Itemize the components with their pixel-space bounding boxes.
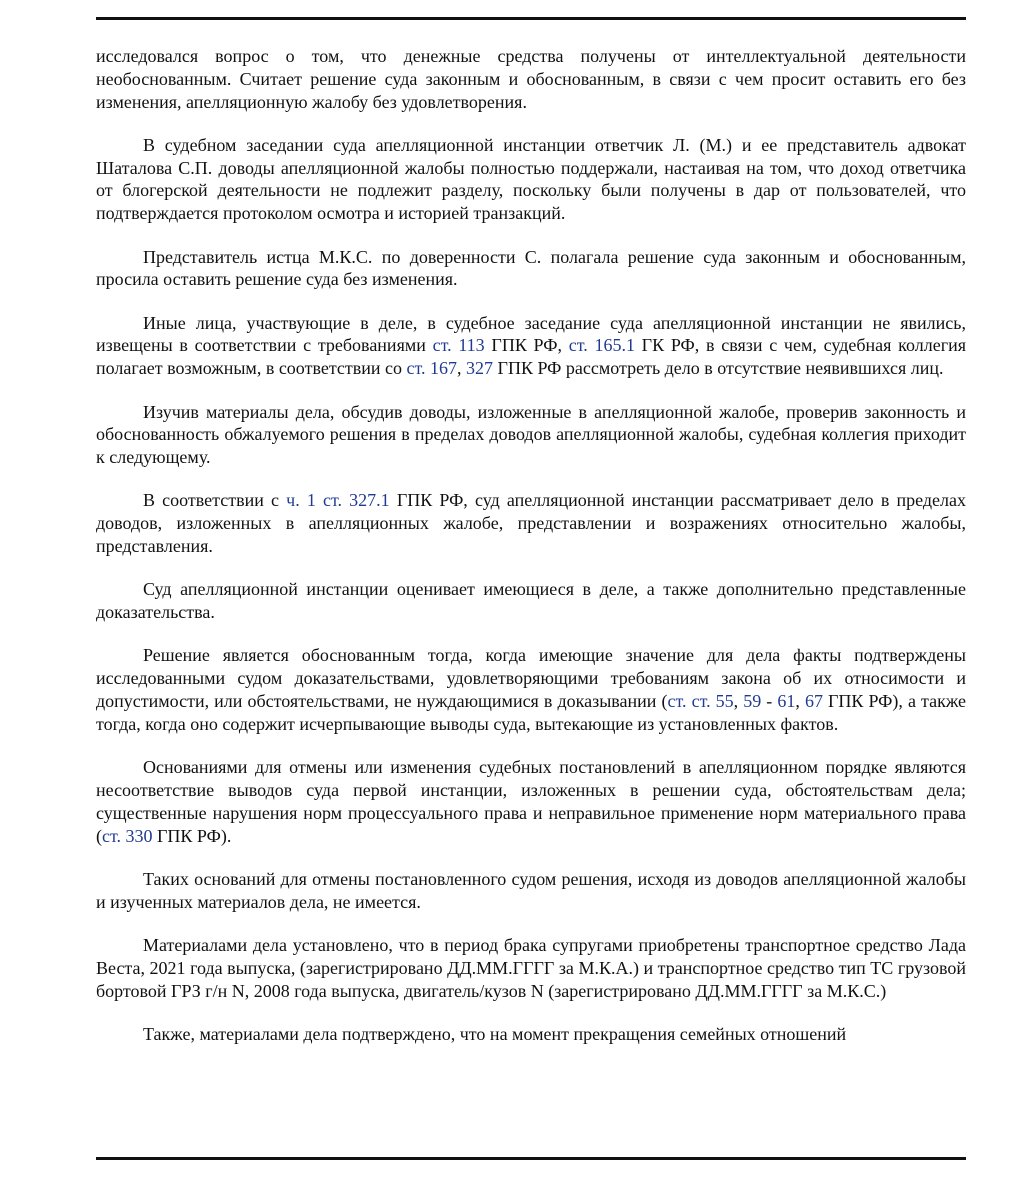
law-link-67[interactable]: 67: [804, 691, 823, 712]
top-rule: [96, 17, 966, 20]
text-run: ГПК РФ рассмотреть дело в отсутствие неявившихся лиц.: [493, 358, 944, 379]
text-run: ,: [795, 691, 805, 712]
law-link-st-55[interactable]: ст. ст. 55: [667, 691, 734, 712]
text-run: В соответствии с: [143, 490, 287, 511]
text-run: ГПК РФ, суд апелляционной инстанции рассматривает дело в пределах доводов, изложенных в апелляционных жалобе, представлении и возражениях относительно жалобы, представления.: [96, 490, 966, 557]
paragraph-9: [96, 756, 966, 847]
law-link-st-113[interactable]: ст. 113: [432, 335, 485, 356]
text-run: ,: [733, 691, 744, 712]
law-link-327[interactable]: 327: [466, 358, 494, 379]
text-run: Иные лица, участвующие в деле, в судебное заседание суда апелляционной инстанции не явились, извещены в соответствии с требованиями: [96, 312, 966, 356]
text-run: ГПК РФ,: [484, 335, 569, 356]
document-body: [96, 45, 966, 1066]
paragraph-10: Таких оснований для отмены постановленного судом решения, исходя из доводов апелляционной жалобы и изученных материалов дела, не имеется.: [96, 868, 966, 912]
text-run: Решение является обоснованным тогда, когда имеющие значение для дела факты подтверждены исследованными судом доказательствами, удовлетворяющими требованиям закона об их относимости и допустимости, или обстоятельствами, не нуждающимися в доказывании (: [96, 645, 966, 712]
text-run: Основаниями для отмены или изменения судебных постановлений в апелляционном порядке являются несоответствие выводов суда первой инстанции, изложенных в решении суда, обстоятельствам дела; существенные нарушения норм процессуального права и неправильное применение норм материального права (: [96, 757, 966, 846]
text-run: ГК РФ, в связи с чем, судебная коллегия полагает возможным, в соответствии со: [96, 335, 966, 379]
law-link-61[interactable]: 61: [777, 691, 796, 712]
paragraph-7: Суд апелляционной инстанции оценивает имеющиеся в деле, а также дополнительно представленные доказательства.: [96, 579, 966, 623]
paragraph-6: [96, 489, 966, 557]
law-link-st-330[interactable]: ст. 330: [102, 825, 153, 846]
paragraph-11: Материалами дела установлено, что в период брака супругами приобретены транспортное средство Лада Веста, 2021 года выпуска, (зарегистрировано ДД.ММ.ГГГГ за М.К.А.) и транспортное средство тип ТС грузовой бортовой ГРЗ г/н N, 2008 года выпуска, двигатель/кузов N (зарегистрировано ДД.ММ.ГГГГ за М.К.С.): [96, 934, 966, 1001]
law-link-st-327-1[interactable]: ст. 327.1: [323, 490, 390, 511]
text-run: [316, 490, 323, 510]
document-page: [96, 0, 966, 1200]
paragraph-5: Изучив материалы дела, обсудив доводы, изложенные в апелляционной жалобе, проверив законность и обоснованность обжалуемого решения в пределах доводов апелляционной жалобы, судебная коллегия приходит к следующему.: [96, 401, 966, 468]
paragraph-1: исследовался вопрос о том, что денежные средства получены от интеллектуальной деятельности необоснованным. Считает решение суда законным и обоснованным, в связи с чем просит оставить его без изменения, апелляционную жалобу без удовлетворения.: [96, 46, 966, 112]
paragraph-3: Представитель истца М.К.С. по доверенности С. полагала решение суда законным и обоснованным, просила оставить решение суда без изменения.: [96, 246, 966, 290]
paragraph-4: [96, 312, 966, 380]
text-run: -: [761, 691, 778, 712]
text-run: ГПК РФ).: [152, 825, 232, 846]
text-run: ,: [457, 358, 467, 379]
paragraph-8: [96, 644, 966, 735]
paragraph-12: Также, материалами дела подтверждено, что на момент прекращения семейных отношений: [143, 1023, 847, 1044]
law-link-st-167[interactable]: ст. 167: [406, 358, 458, 379]
law-link-ch-1[interactable]: ч. 1: [286, 490, 316, 511]
law-link-59[interactable]: 59: [743, 691, 762, 712]
bottom-rule: [96, 1157, 966, 1160]
paragraph-2: В судебном заседании суда апелляционной инстанции ответчик Л. (М.) и ее представитель адвокат Шаталова С.П. доводы апелляционной жалобы полностью поддержали, настаивая на том, что доход ответчика от блогерской деятельности не подлежит разделу, поскольку были получены в дар от пользователей, что подтверждается протоколом осмотра и историей транзакций.: [96, 134, 966, 224]
text-run: ГПК РФ), а также тогда, когда оно содержит исчерпывающие выводы суда, вытекающие из установленных фактов.: [96, 691, 967, 734]
law-link-st-165-1[interactable]: ст. 165.1: [568, 335, 635, 356]
